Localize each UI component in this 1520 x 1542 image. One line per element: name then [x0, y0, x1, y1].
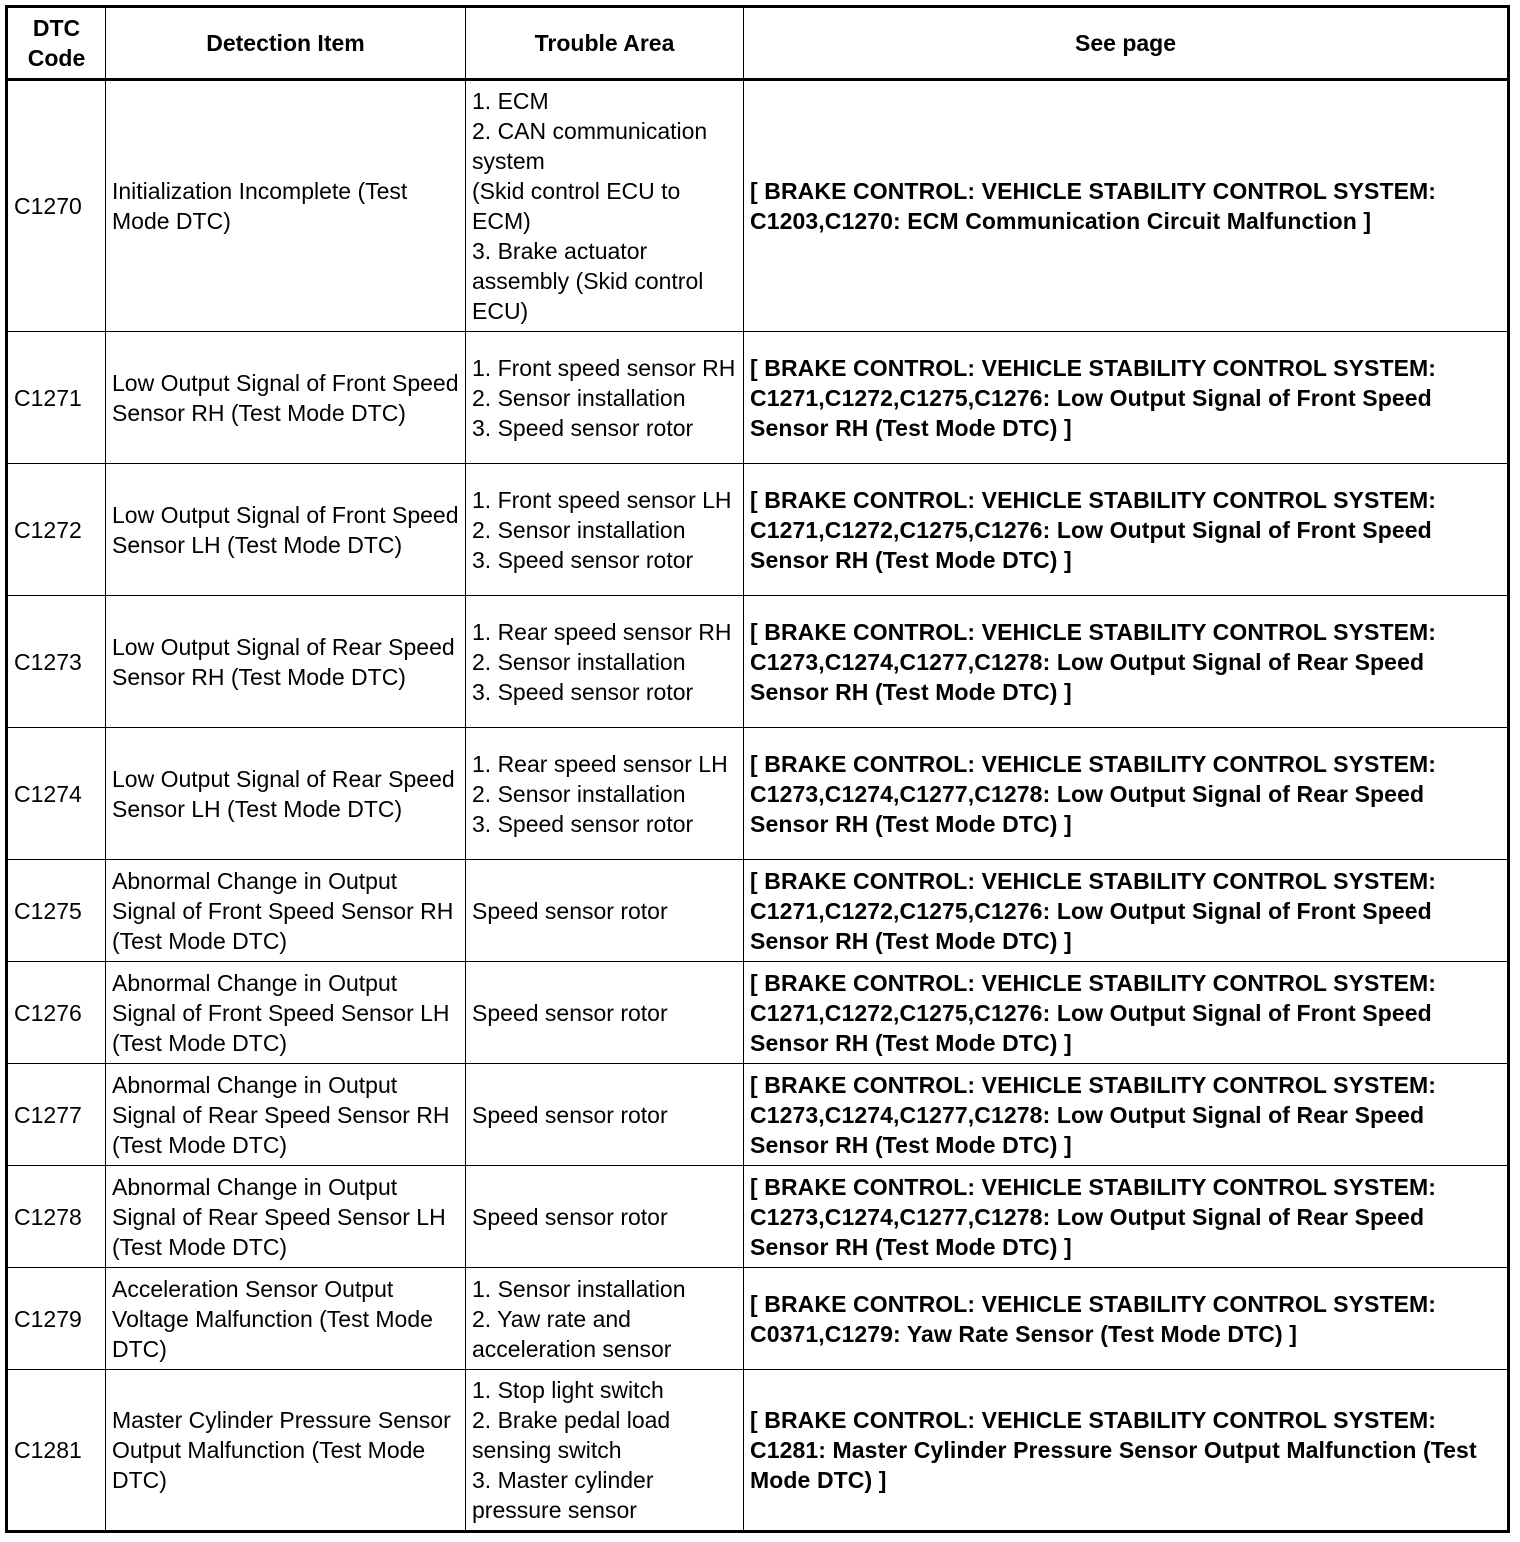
trouble-area-line: 1. ECM	[472, 88, 549, 114]
trouble-area-line: 1. Rear speed sensor RH	[472, 618, 732, 645]
trouble-area-cell	[466, 596, 744, 728]
dtc-code-cell: C1272	[7, 464, 106, 596]
detection-item-cell: Low Output Signal of Rear Speed Sensor LH (Test Mode DTC)	[106, 728, 466, 860]
see-page-link[interactable]: [ BRAKE CONTROL: VEHICLE STABILITY CONTROL SYSTEM: C1271,C1272,C1275,C1276: Low Output Signal of Front Speed Sensor RH (Test Mode DTC) ]	[744, 332, 1509, 464]
trouble-area-line: 2. Sensor installation	[472, 648, 686, 675]
trouble-area-line: Speed sensor rotor	[472, 999, 668, 1026]
detection-item-cell: Low Output Signal of Front Speed Sensor LH (Test Mode DTC)	[106, 464, 466, 596]
see-page-link[interactable]: [ BRAKE CONTROL: VEHICLE STABILITY CONTROL SYSTEM: C1273,C1274,C1277,C1278: Low Output Signal of Rear Speed Sensor RH (Test Mode DTC) ]	[744, 1166, 1509, 1268]
trouble-area-line: 3. Speed sensor rotor	[472, 546, 694, 573]
dtc-code-cell: C1275	[7, 860, 106, 962]
table-row	[7, 860, 1509, 962]
detection-item-cell: Abnormal Change in Output Signal of Rear Speed Sensor LH (Test Mode DTC)	[106, 1166, 466, 1268]
trouble-area-line: 1. Front speed sensor RH	[472, 354, 736, 381]
see-page-link[interactable]: [ BRAKE CONTROL: VEHICLE STABILITY CONTROL SYSTEM: C1271,C1272,C1275,C1276: Low Output Signal of Front Speed Sensor RH (Test Mode DTC) ]	[744, 860, 1509, 962]
header-dtc-code	[7, 7, 106, 80]
table-row	[7, 1370, 1509, 1532]
trouble-area-line: 1. Stop light switch	[472, 1377, 664, 1403]
trouble-area-line: Speed sensor rotor	[472, 897, 668, 924]
header-dtc-code-line1: DTC	[32, 15, 81, 41]
detection-item-cell: Abnormal Change in Output Signal of Rear Speed Sensor RH (Test Mode DTC)	[106, 1064, 466, 1166]
dtc-code-cell: C1270	[7, 80, 106, 332]
see-page-link[interactable]: [ BRAKE CONTROL: VEHICLE STABILITY CONTROL SYSTEM: C1203,C1270: ECM Communication Circuit Malfunction ]	[744, 80, 1509, 332]
trouble-area-line: Speed sensor rotor	[472, 1203, 668, 1230]
dtc-code-cell: C1276	[7, 962, 106, 1064]
table-row	[7, 464, 1509, 596]
dtc-code-cell: C1271	[7, 332, 106, 464]
table-row	[7, 1268, 1509, 1370]
see-page-link[interactable]: [ BRAKE CONTROL: VEHICLE STABILITY CONTROL SYSTEM: C1273,C1274,C1277,C1278: Low Output Signal of Rear Speed Sensor RH (Test Mode DTC) ]	[744, 596, 1509, 728]
trouble-area-cell	[466, 962, 744, 1064]
trouble-area-line: 2. Sensor installation	[472, 384, 686, 411]
trouble-area-line: 2. Sensor installation	[472, 780, 686, 807]
see-page-link[interactable]: [ BRAKE CONTROL: VEHICLE STABILITY CONTROL SYSTEM: C0371,C1279: Yaw Rate Sensor (Test Mode DTC) ]	[744, 1268, 1509, 1370]
detection-item-cell: Initialization Incomplete (Test Mode DTC)	[106, 80, 466, 332]
trouble-area-line: 2. CAN communication system	[472, 118, 708, 174]
detection-item-cell: Abnormal Change in Output Signal of Front Speed Sensor LH (Test Mode DTC)	[106, 962, 466, 1064]
table-row	[7, 1064, 1509, 1166]
trouble-area-line: 3. Speed sensor rotor	[472, 810, 694, 837]
trouble-area-line: 3. Master cylinder pressure sensor	[472, 1467, 654, 1523]
trouble-area-line: 3. Speed sensor rotor	[472, 414, 694, 441]
dtc-code-cell: C1277	[7, 1064, 106, 1166]
dtc-code-cell: C1279	[7, 1268, 106, 1370]
detection-item-cell: Acceleration Sensor Output Voltage Malfunction (Test Mode DTC)	[106, 1268, 466, 1370]
trouble-area-cell	[466, 1064, 744, 1166]
trouble-area-cell	[466, 1268, 744, 1370]
see-page-link[interactable]: [ BRAKE CONTROL: VEHICLE STABILITY CONTROL SYSTEM: C1273,C1274,C1277,C1278: Low Output Signal of Rear Speed Sensor RH (Test Mode DTC) ]	[744, 728, 1509, 860]
trouble-area-cell	[466, 860, 744, 962]
dtc-code-cell: C1273	[7, 596, 106, 728]
detection-item-cell: Low Output Signal of Front Speed Sensor RH (Test Mode DTC)	[106, 332, 466, 464]
header-detection-item: Detection Item	[106, 7, 466, 80]
trouble-area-cell	[466, 1370, 744, 1532]
dtc-code-cell: C1281	[7, 1370, 106, 1532]
see-page-link[interactable]: [ BRAKE CONTROL: VEHICLE STABILITY CONTROL SYSTEM: C1271,C1272,C1275,C1276: Low Output Signal of Front Speed Sensor RH (Test Mode DTC) ]	[744, 464, 1509, 596]
trouble-area-line: 2. Sensor installation	[472, 516, 686, 543]
trouble-area-line: 1. Sensor installation	[472, 1275, 686, 1302]
header-see-page: See page	[744, 7, 1509, 80]
dtc-table	[5, 5, 1510, 1533]
trouble-area-line: 2. Brake pedal load sensing switch	[472, 1407, 671, 1463]
table-row	[7, 962, 1509, 1064]
detection-item-cell: Low Output Signal of Rear Speed Sensor RH (Test Mode DTC)	[106, 596, 466, 728]
trouble-area-line: 1. Front speed sensor LH	[472, 486, 732, 513]
table-row	[7, 332, 1509, 464]
table-row	[7, 80, 1509, 332]
dtc-code-cell: C1278	[7, 1166, 106, 1268]
header-dtc-code-line2: Code	[27, 45, 86, 71]
table-body	[7, 80, 1509, 1532]
see-page-link[interactable]: [ BRAKE CONTROL: VEHICLE STABILITY CONTROL SYSTEM: C1281: Master Cylinder Pressure Sensor Output Malfunction (Test Mode DTC) ]	[744, 1370, 1509, 1532]
detection-item-cell: Master Cylinder Pressure Sensor Output Malfunction (Test Mode DTC)	[106, 1370, 466, 1532]
detection-item-cell: Abnormal Change in Output Signal of Front Speed Sensor RH (Test Mode DTC)	[106, 860, 466, 962]
trouble-area-cell	[466, 332, 744, 464]
trouble-area-cell	[466, 728, 744, 860]
header-trouble-area: Trouble Area	[466, 7, 744, 80]
trouble-area-line: 2. Yaw rate and acceleration sensor	[472, 1305, 672, 1362]
trouble-area-cell	[466, 1166, 744, 1268]
dtc-code-cell: C1274	[7, 728, 106, 860]
table-row	[7, 728, 1509, 860]
trouble-area-line: 3. Brake actuator assembly (Skid control ECU)	[472, 238, 704, 324]
trouble-area-line: Speed sensor rotor	[472, 1101, 668, 1128]
trouble-area-cell	[466, 80, 744, 332]
trouble-area-line: 3. Speed sensor rotor	[472, 678, 694, 705]
table-header-row	[7, 7, 1509, 80]
table-row	[7, 596, 1509, 728]
see-page-link[interactable]: [ BRAKE CONTROL: VEHICLE STABILITY CONTROL SYSTEM: C1273,C1274,C1277,C1278: Low Output Signal of Rear Speed Sensor RH (Test Mode DTC) ]	[744, 1064, 1509, 1166]
trouble-area-line: 1. Rear speed sensor LH	[472, 750, 728, 777]
trouble-area-line: (Skid control ECU to ECM)	[472, 178, 681, 234]
trouble-area-cell	[466, 464, 744, 596]
see-page-link[interactable]: [ BRAKE CONTROL: VEHICLE STABILITY CONTROL SYSTEM: C1271,C1272,C1275,C1276: Low Output Signal of Front Speed Sensor RH (Test Mode DTC) ]	[744, 962, 1509, 1064]
table-row	[7, 1166, 1509, 1268]
